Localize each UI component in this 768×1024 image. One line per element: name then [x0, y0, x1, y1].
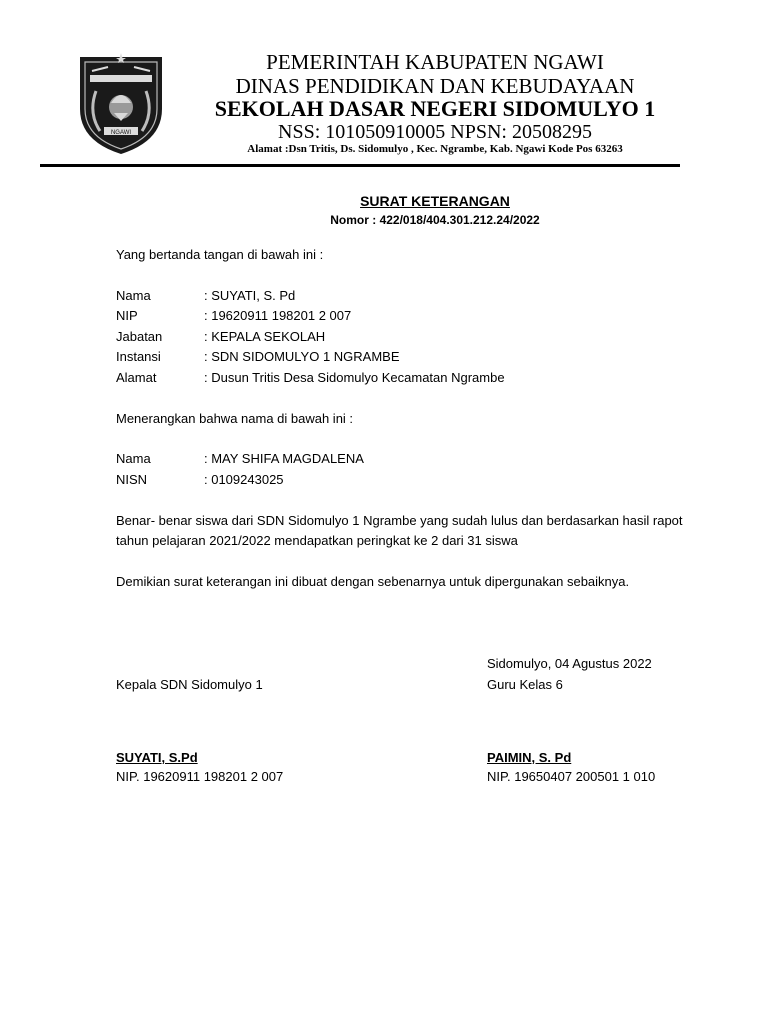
letter-title: SURAT KETERANGAN: [360, 193, 510, 209]
field-label: Alamat: [116, 370, 157, 385]
field-value: : SUYATI, S. Pd: [204, 288, 296, 303]
field-value: : 0109243025: [204, 472, 284, 487]
left-signer-role: Kepala SDN Sidomulyo 1: [116, 677, 263, 692]
place-date: Sidomulyo, 04 Agustus 2022: [487, 656, 652, 671]
field-value: : MAY SHIFA MAGDALENA: [204, 451, 364, 466]
field-value: : KEPALA SEKOLAH: [204, 329, 326, 344]
right-signer-name: PAIMIN, S. Pd: [487, 750, 572, 765]
right-signer-role: Guru Kelas 6: [487, 677, 563, 692]
field-label: NIP: [116, 308, 138, 323]
field-label: Instansi: [116, 349, 161, 364]
body-line-2: tahun pelajaran 2021/2022 mendapatkan peringkat ke 2 dari 31 siswa: [116, 533, 518, 548]
letterhead-address: Alamat :Dsn Tritis, Ds. Sidomulyo , Kec. Ngrambe, Kab. Ngawi Kode Pos 63263: [247, 143, 623, 155]
field-label: Nama: [116, 451, 151, 466]
letter-number: Nomor : 422/018/404.301.212.24/2022: [330, 213, 540, 227]
field-value: : Dusun Tritis Desa Sidomulyo Kecamatan Ngrambe: [204, 370, 505, 385]
field-value: : SDN SIDOMULYO 1 NGRAMBE: [204, 349, 400, 364]
regency-emblem-logo: [78, 51, 164, 156]
closing-text: Demikian surat keterangan ini dibuat dengan sebenarnya untuk dipergunakan sebaiknya.: [116, 574, 630, 589]
field-label: NISN: [116, 472, 148, 487]
letterhead-divider: [40, 164, 680, 167]
intro-text: Yang bertanda tangan di bawah ini :: [116, 247, 324, 262]
logo-lettering: NGAWI: [110, 130, 132, 136]
field-label: Nama: [116, 288, 151, 303]
left-signer-nip: NIP. 19620911 198201 2 007: [116, 769, 284, 784]
right-signer-nip: NIP. 19650407 200501 1 010: [487, 769, 656, 784]
left-signer-name: SUYATI, S.Pd: [116, 750, 198, 765]
letterhead-school-ids: NSS: 101050910005 NPSN: 20508295: [278, 121, 592, 143]
letterhead-department: DINAS PENDIDIKAN DAN KEBUDAYAAN: [235, 74, 635, 98]
letterhead-government: PEMERINTAH KABUPATEN NGAWI: [266, 50, 604, 74]
body-line-1: Benar- benar siswa dari SDN Sidomulyo 1 Ngrambe yang sudah lulus dan berdasarkan hasil rapot: [116, 513, 683, 528]
field-value: : 19620911 198201 2 007: [204, 308, 352, 323]
field-label: Jabatan: [116, 329, 163, 344]
letterhead-school-name: SEKOLAH DASAR NEGERI SIDOMULYO 1: [214, 96, 656, 121]
statement-intro: Menerangkan bahwa nama di bawah ini :: [116, 411, 354, 426]
